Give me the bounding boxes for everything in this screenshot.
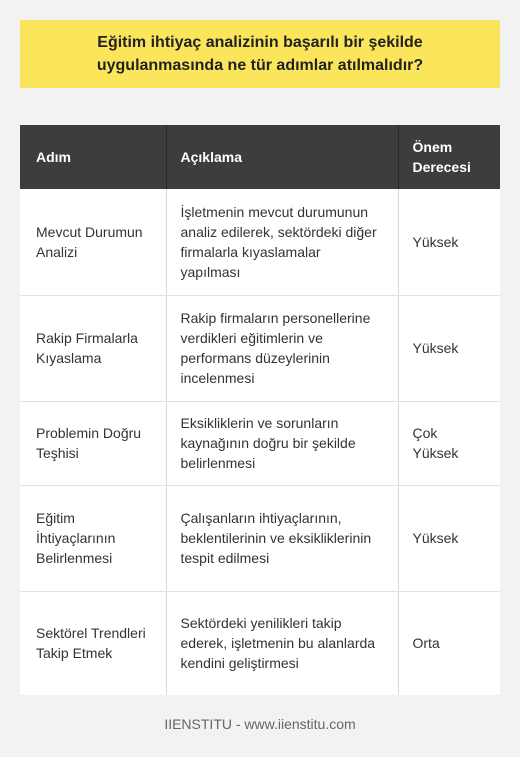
- cell-importance: Orta: [398, 591, 500, 695]
- page-title: Eğitim ihtiyaç analizinin başarılı bir şekilde uygulanmasında ne tür adımlar atılmalıdır?: [96, 34, 424, 74]
- cell-importance: Yüksek: [398, 485, 500, 591]
- table-row: [20, 295, 500, 401]
- title-banner: [20, 20, 500, 88]
- cell-step: Eğitim İhtiyaçlarının Belirlenmesi: [20, 485, 166, 591]
- cell-step: Rakip Firmalarla Kıyaslama: [20, 295, 166, 401]
- cell-description: İşletmenin mevcut durumunun analiz edilerek, sektördeki diğer firmalarla kıyaslamalar yapılması: [166, 189, 398, 295]
- cell-description: Rakip firmaların personellerine verdikleri eğitimlerin ve performans düzeylerinin incelenmesi: [166, 295, 398, 401]
- cell-description: Eksikliklerin ve sorunların kaynağının doğru bir şekilde belirlenmesi: [166, 401, 398, 485]
- cell-step: Problemin Doğru Teşhisi: [20, 401, 166, 485]
- cell-step: Mevcut Durumun Analizi: [20, 189, 166, 295]
- footer-credit: IIENSTITU - www.iienstitu.com: [164, 716, 356, 732]
- cell-importance: Yüksek: [398, 189, 500, 295]
- cell-importance: Yüksek: [398, 295, 500, 401]
- cell-importance: Çok Yüksek: [398, 401, 500, 485]
- table-row: [20, 189, 500, 295]
- header-description: Açıklama: [166, 125, 398, 189]
- cell-step: Sektörel Trendleri Takip Etmek: [20, 591, 166, 695]
- header-importance: Önem Derecesi: [398, 125, 500, 189]
- table-row: [20, 485, 500, 591]
- table-row: [20, 591, 500, 695]
- cell-description: Sektördeki yenilikleri takip ederek, işletmenin bu alanlarda kendini geliştirmesi: [166, 591, 398, 695]
- table-row: [20, 401, 500, 485]
- steps-table: [20, 125, 500, 695]
- header-step: Adım: [20, 125, 166, 189]
- cell-description: Çalışanların ihtiyaçlarının, beklentilerinin ve eksikliklerinin tespit edilmesi: [166, 485, 398, 591]
- table-header-row: [20, 125, 500, 189]
